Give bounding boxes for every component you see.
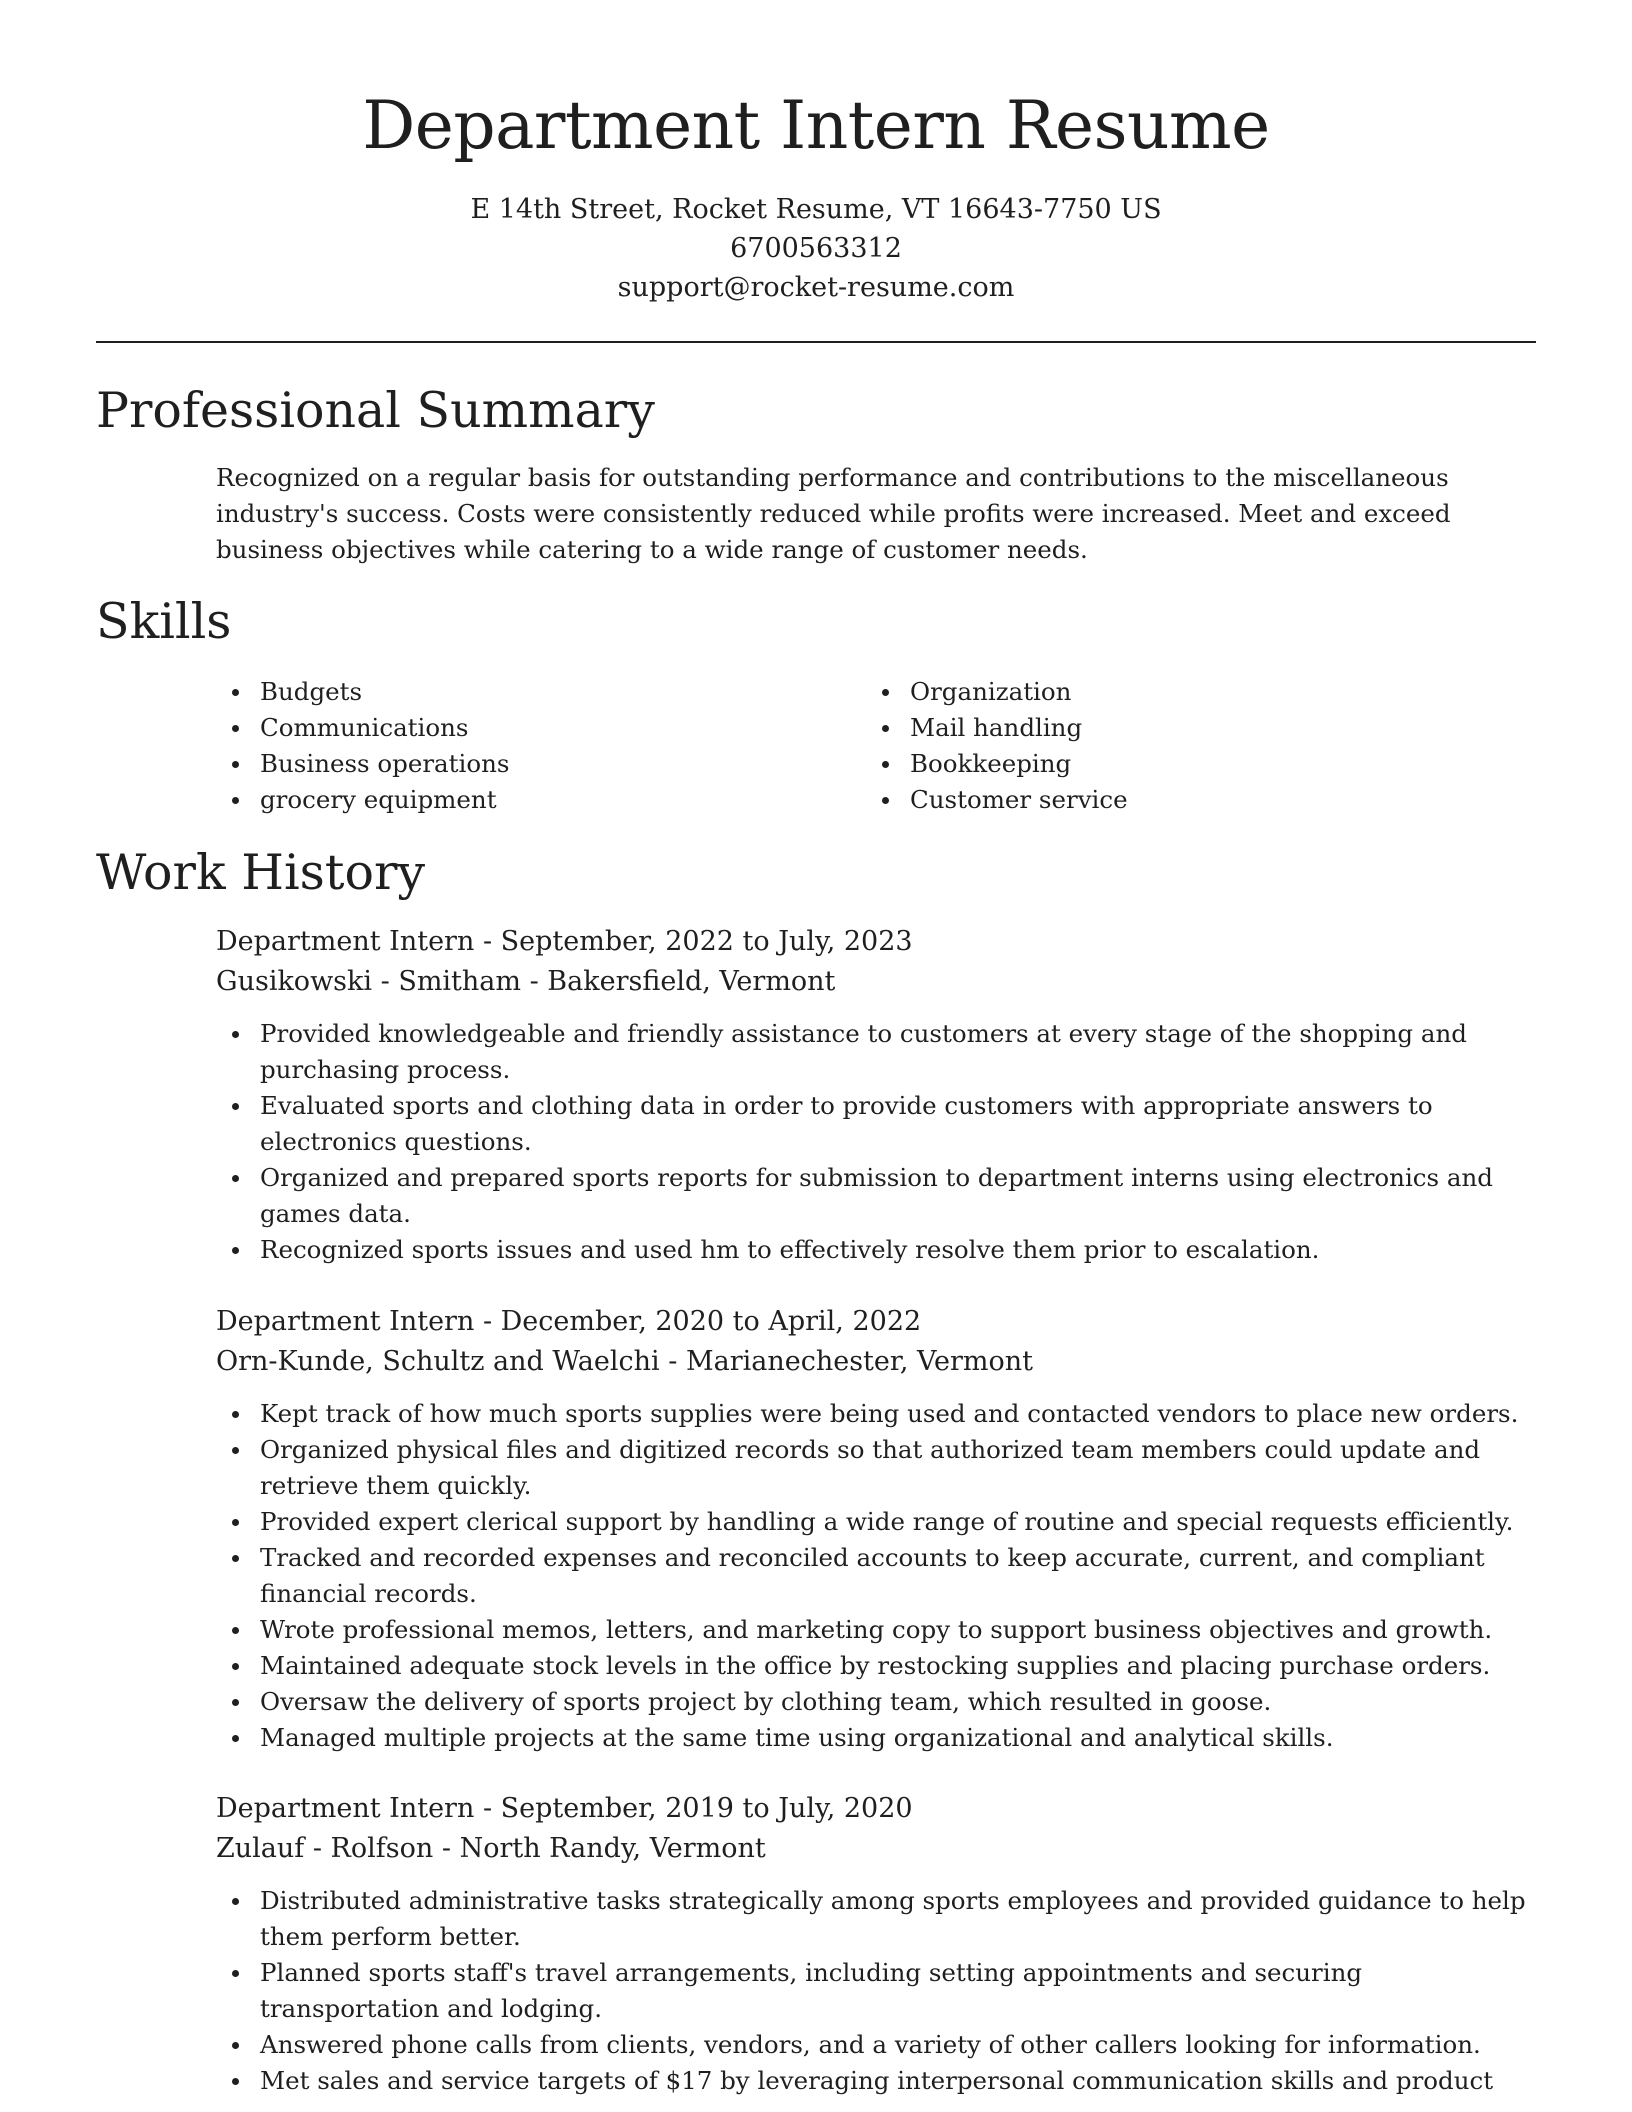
- skill-item: Organization: [866, 674, 1426, 710]
- job-entry: [216, 922, 1546, 1268]
- header-divider: [96, 341, 1536, 343]
- skill-item: Mail handling: [866, 710, 1426, 746]
- skills-list-right: [866, 674, 1426, 818]
- summary-heading: Professional Summary: [96, 382, 655, 439]
- job-bullet: Provided expert clerical support by handling a wide range of routine and special requests efficiently.: [216, 1504, 1546, 1540]
- job-entry: [216, 1302, 1546, 1756]
- skill-item: Bookkeeping: [866, 746, 1426, 782]
- job-bullet: Answered phone calls from clients, vendors, and a variety of other callers looking for information.: [216, 2027, 1546, 2063]
- job-employer-line: Zulauf - Rolfson - North Randy, Vermont: [216, 1833, 766, 1864]
- job-employer: Gusikowski - Smitham: [216, 966, 521, 997]
- job-bullet: Maintained adequate stock levels in the office by restocking supplies and placing purchase orders.: [216, 1648, 1546, 1684]
- skill-item: Customer service: [866, 782, 1426, 818]
- job-bullet: Wrote professional memos, letters, and marketing copy to support business objectives and growth.: [216, 1612, 1546, 1648]
- job-title: Department Intern: [216, 1306, 475, 1337]
- skill-item: Communications: [216, 710, 776, 746]
- job-location: North Randy, Vermont: [459, 1833, 766, 1864]
- skill-item: Business operations: [216, 746, 776, 782]
- job-location: Bakersfield, Vermont: [547, 966, 836, 997]
- contact-phone: 6700563312: [730, 233, 902, 264]
- job-employer-line: Gusikowski - Smitham - Bakersfield, Vermont: [216, 966, 836, 997]
- job-bullets: [216, 1396, 1546, 1756]
- job-bullets: [216, 1016, 1546, 1268]
- job-bullet: Oversaw the delivery of sports project by clothing team, which resulted in goose.: [216, 1684, 1546, 1720]
- contact-address: E 14th Street, Rocket Resume, VT 16643-7750 US: [470, 194, 1162, 225]
- job-employer-line: Orn-Kunde, Schultz and Waelchi - Marianechester, Vermont: [216, 1346, 1033, 1377]
- job-bullet: Distributed administrative tasks strategically among sports employees and provided guidance to help them perform better.: [216, 1883, 1546, 1955]
- job-bullet: Kept track of how much sports supplies were being used and contacted vendors to place new orders.: [216, 1396, 1546, 1432]
- job-entry: [216, 1789, 1546, 2099]
- job-title-line: Department Intern - September, 2019 to July, 2020: [216, 1793, 913, 1824]
- job-bullet: Evaluated sports and clothing data in order to provide customers with appropriate answers to electronics questions.: [216, 1088, 1546, 1160]
- job-dates: September, 2022 to July, 2023: [500, 926, 913, 957]
- contact-block: [0, 190, 1632, 307]
- job-bullet: Provided knowledgeable and friendly assistance to customers at every stage of the shopping and purchasing process.: [216, 1016, 1546, 1088]
- job-bullet: Planned sports staff's travel arrangements, including setting appointments and securing transportation and lodging.: [216, 1955, 1546, 2027]
- job-title-line: Department Intern - December, 2020 to April, 2022: [216, 1306, 922, 1337]
- job-title: Department Intern: [216, 926, 475, 957]
- contact-email: support@rocket-resume.com: [617, 272, 1015, 303]
- skill-item: grocery equipment: [216, 782, 776, 818]
- skills-heading: Skills: [96, 593, 232, 650]
- skill-item: Budgets: [216, 674, 776, 710]
- job-bullet: Met sales and service targets of $17 by leveraging interpersonal communication skills and product: [216, 2063, 1546, 2099]
- job-location: Marianechester, Vermont: [685, 1346, 1033, 1377]
- job-title-line: Department Intern - September, 2022 to July, 2023: [216, 926, 913, 957]
- job-bullet: Organized and prepared sports reports for submission to department interns using electronics and games data.: [216, 1160, 1546, 1232]
- resume-title: Department Intern Resume: [362, 87, 1270, 164]
- job-employer: Zulauf - Rolfson: [216, 1833, 434, 1864]
- job-dates: September, 2019 to July, 2020: [500, 1793, 913, 1824]
- job-title: Department Intern: [216, 1793, 475, 1824]
- job-bullet: Organized physical files and digitized records so that authorized team members could update and retrieve them quickly.: [216, 1432, 1546, 1504]
- job-dates: December, 2020 to April, 2022: [500, 1306, 922, 1337]
- summary-text: Recognized on a regular basis for outstanding performance and contributions to the miscellaneous industry's success. Costs were consistently reduced while profits were increased. Meet and exceed business objectives while catering to a wide range of customer needs.: [216, 463, 1451, 564]
- job-bullet: Tracked and recorded expenses and reconciled accounts to keep accurate, current, and compliant financial records.: [216, 1540, 1546, 1612]
- job-bullet: Managed multiple projects at the same time using organizational and analytical skills.: [216, 1720, 1546, 1756]
- job-employer: Orn-Kunde, Schultz and Waelchi: [216, 1346, 660, 1377]
- work-history-heading: Work History: [96, 844, 426, 901]
- skills-list-left: [216, 674, 776, 818]
- job-bullet: Recognized sports issues and used hm to effectively resolve them prior to escalation.: [216, 1232, 1546, 1268]
- job-bullets: [216, 1883, 1546, 2099]
